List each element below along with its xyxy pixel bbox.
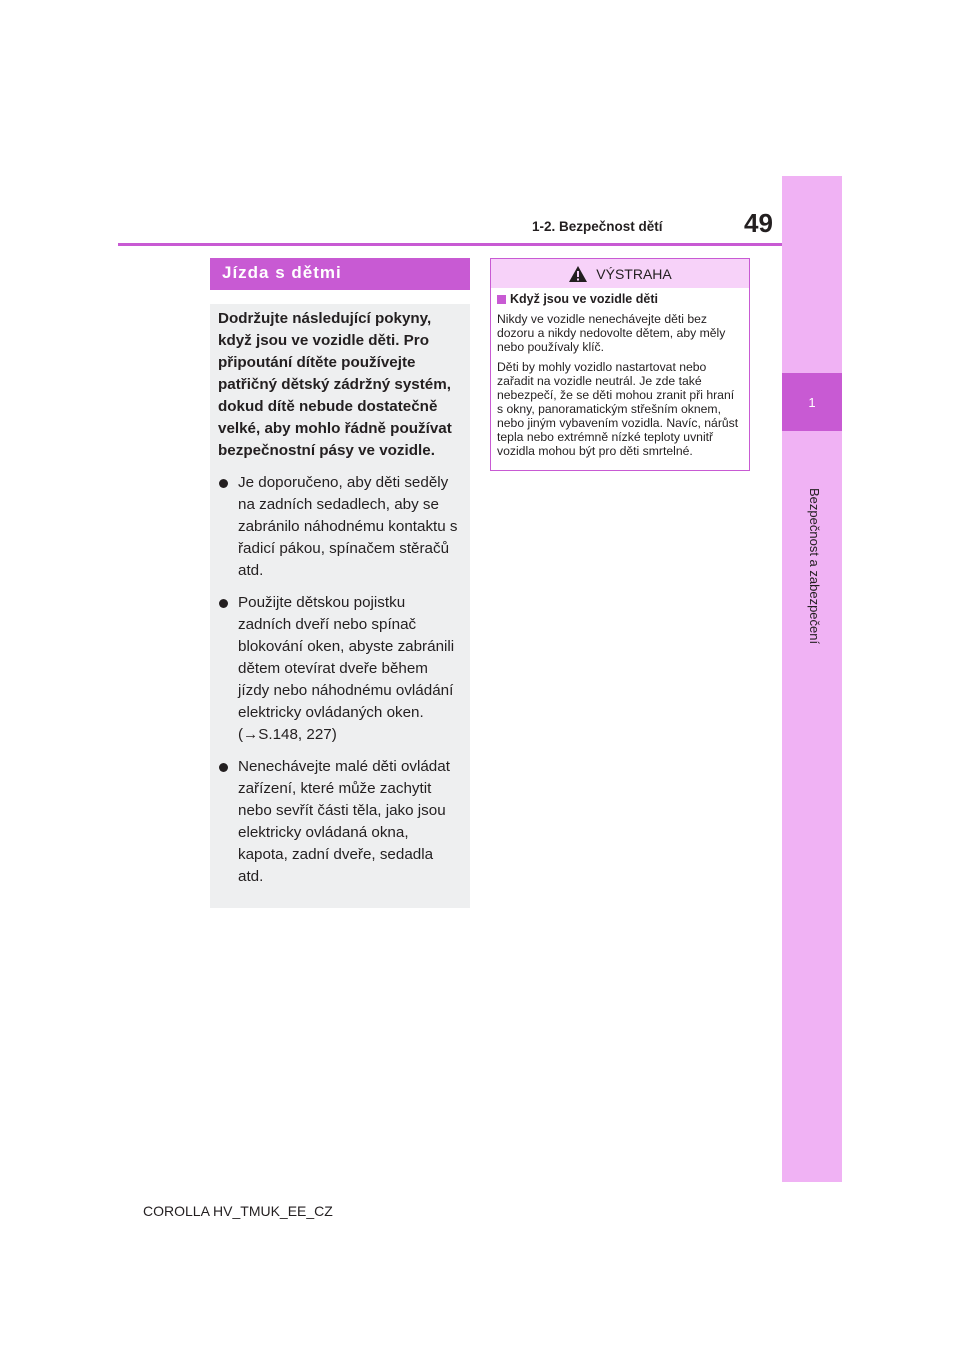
warning-title (497, 292, 743, 307)
square-bullet-icon (497, 295, 506, 304)
page-number: 49 (744, 208, 773, 238)
warning-title-text: Když jsou ve vozidle děti (510, 292, 658, 306)
list-item-text: Použijte dětskou pojistku zadních dveří nebo spínač blokování oken, abyste zabránili dětem otevírat dveře během jízdy nebo náhodnému ovládání elektricky ovládaných oken. (→S.148, 227) (238, 594, 455, 743)
chapter-title: Bezpečnost a zabezpečení (807, 488, 822, 645)
warning-paragraph: Nikdy ve vozidle nenechávejte děti bez dozoru a nikdy nedovolte dětem, aby měly nebo používaly klíč. (497, 312, 726, 354)
list-item (218, 472, 462, 582)
warning-label: VÝSTRAHA (596, 265, 672, 282)
warning-box (490, 258, 750, 471)
warning-paragraph: Děti by mohly vozidlo nastartovat nebo zařadit na vozidle neutrál. Je zde také nebezpečí, že se děti mohou zranit při hraní s okny, panoramatickým střešním oknem, nebo jiným vybavením vozidla. Navíc, nárůst tepla nebo extrémně nízké teploty uvnitř vozidla mohou být pro děti smrtelné. (497, 360, 739, 458)
footer-doc-code: COROLLA HV_TMUK_EE_CZ (143, 1203, 333, 1219)
list-item (218, 756, 462, 888)
warning-body (491, 288, 749, 470)
list-item-text: Nenechávejte malé děti ovládat zařízení, které může zachytit nebo sevřít části těla, jako jsou elektricky ovládaná okna, kapota, zadní dveře, sedadla atd. (238, 758, 450, 885)
warning-header (491, 259, 749, 288)
warning-triangle-icon (568, 265, 588, 283)
list-item-text: Je doporučeno, aby děti seděly na zadních sedadlech, aby se zabránilo náhodnému kontaktu s řadicí pákou, spínačem stěračů atd. (238, 474, 458, 579)
side-tab (782, 176, 842, 1182)
section-title: 1-2. Bezpečnost dětí (532, 219, 663, 234)
bullet-icon (219, 599, 228, 608)
intro-text: Dodržujte následující pokyny, když jsou ve vozidle děti. Pro připoutání dítěte používejte patřičný dětský zádržný systém, dokud dítě nebude dostatečně velké, aby mohlo řádně používat bezpečnostní pásy ve vozidle. (218, 310, 452, 459)
info-box (210, 304, 470, 908)
bullet-icon (219, 479, 228, 488)
bullet-icon (219, 763, 228, 772)
list-item (218, 592, 462, 746)
section-heading: Jízda s dětmi (210, 258, 470, 290)
header-divider (118, 243, 782, 246)
chapter-number: 1 (782, 373, 842, 431)
children-driving-section (210, 258, 470, 908)
